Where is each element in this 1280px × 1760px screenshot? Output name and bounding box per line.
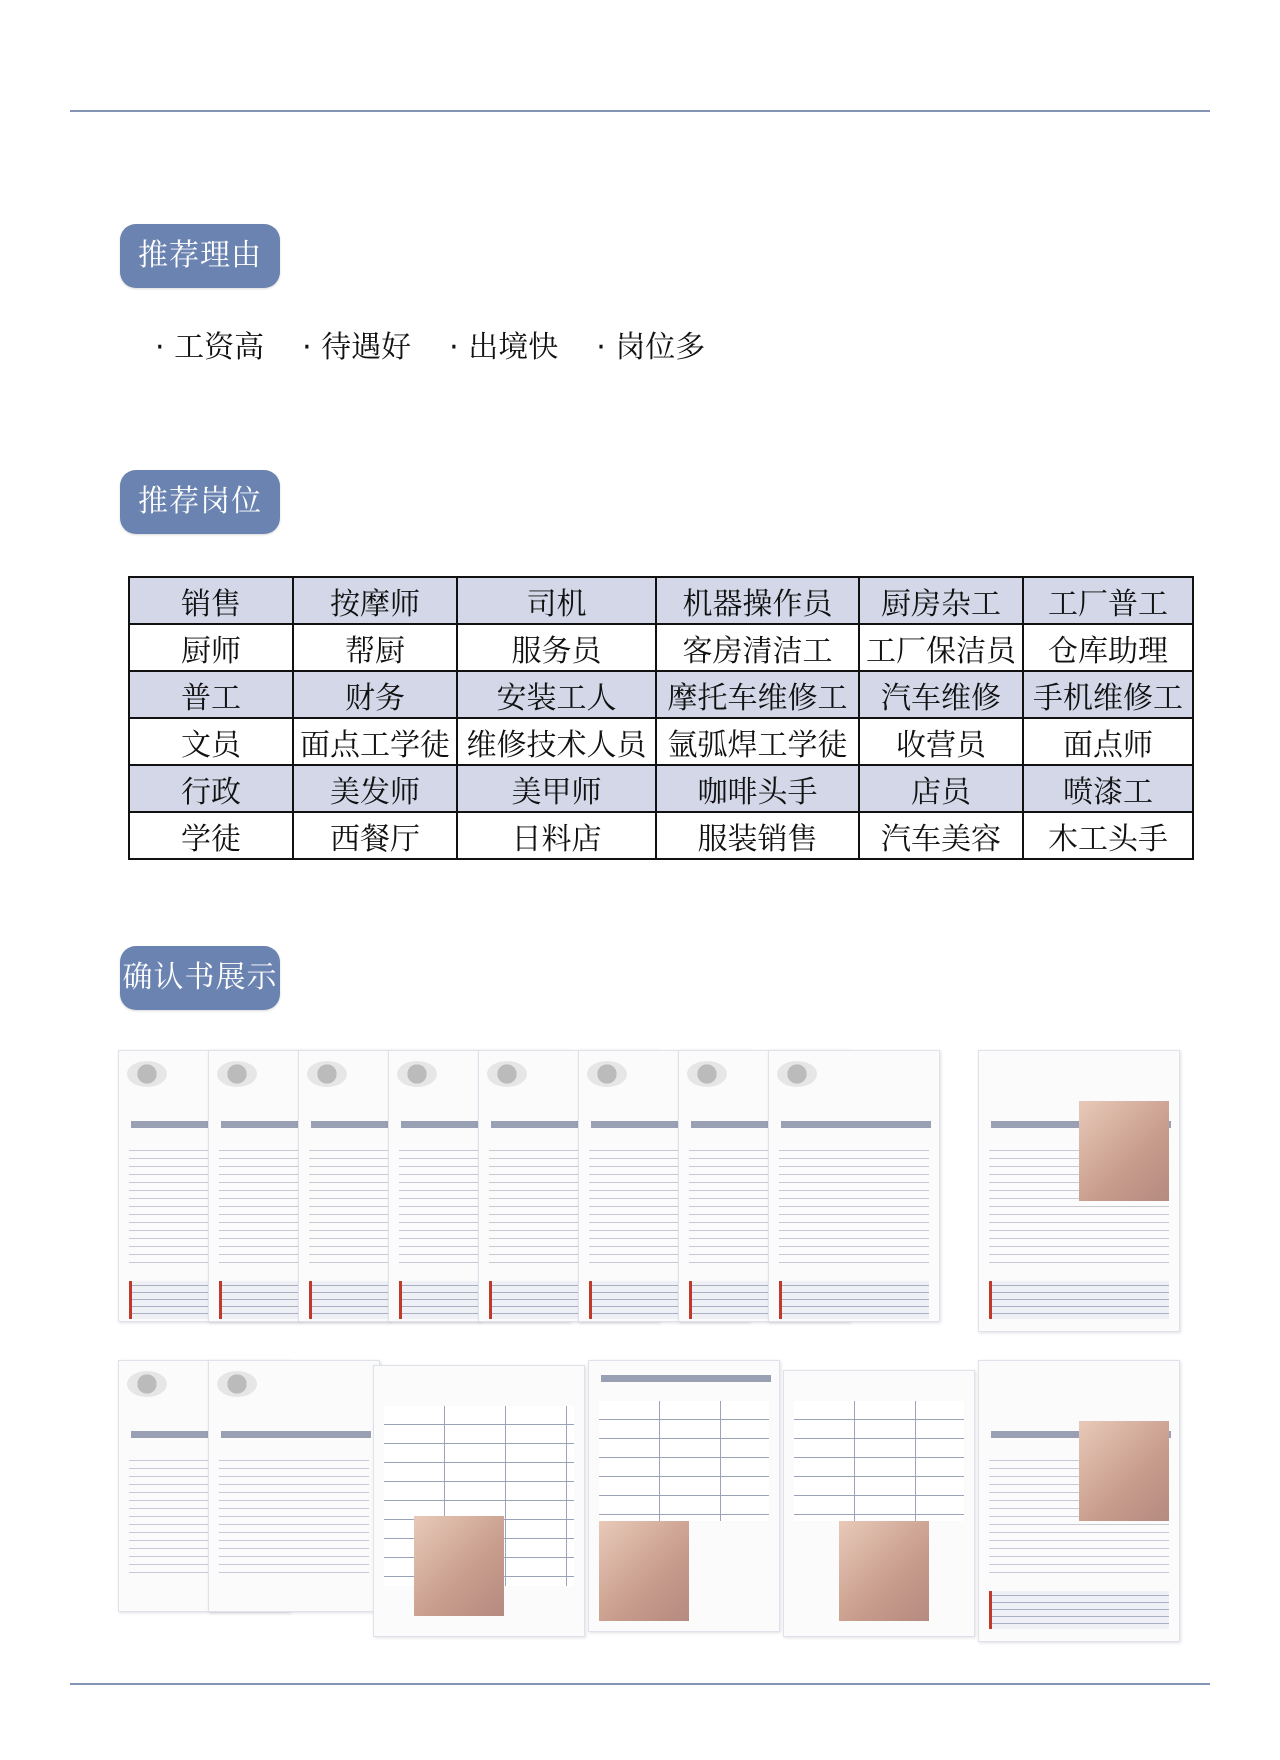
section-title-reasons: 推荐理由 [120,224,280,288]
table-cell: 普工 [129,671,293,718]
table-cell: 厨房杂工 [859,577,1023,624]
certificate-gallery [118,1050,1178,1635]
table-cell: 客房清洁工 [656,624,859,671]
table-cell: 司机 [457,577,656,624]
approval-letter-image [978,1050,1180,1332]
table-cell: 服务员 [457,624,656,671]
table-cell: 喷漆工 [1023,765,1193,812]
table-cell: 工厂保洁员 [859,624,1023,671]
table-row [129,812,1193,859]
top-divider [70,110,1210,112]
table-cell: 木工头手 [1023,812,1193,859]
table-row [129,577,1193,624]
jobs-table [128,576,1194,860]
work-confirmation-image [588,1360,780,1632]
table-cell: 文员 [129,718,293,765]
table-cell: 学徒 [129,812,293,859]
reason-item: · 岗位多 [596,322,705,366]
reason-item: · 出境快 [449,322,558,366]
table-row [129,624,1193,671]
table-cell: 厨师 [129,624,293,671]
table-cell: 美发师 [293,765,457,812]
table-cell: 机器操作员 [656,577,859,624]
table-cell: 帮厨 [293,624,457,671]
table-cell: 汽车维修 [859,671,1023,718]
table-row [129,671,1193,718]
reason-item: · 工资高 [155,322,264,366]
table-cell: 仓库助理 [1023,624,1193,671]
table-cell: 财务 [293,671,457,718]
table-cell: 西餐厅 [293,812,457,859]
table-cell: 服装销售 [656,812,859,859]
table-cell: 工厂普工 [1023,577,1193,624]
bottom-divider [70,1683,1210,1685]
table-cell: 销售 [129,577,293,624]
table-row [129,718,1193,765]
reasons-list [155,322,705,366]
table-cell: 安装工人 [457,671,656,718]
table-cell: 氩弧焊工学徒 [656,718,859,765]
table-cell: 店员 [859,765,1023,812]
table-cell: 咖啡头手 [656,765,859,812]
table-cell: 美甲师 [457,765,656,812]
work-confirmation-image [783,1370,975,1637]
section-title-jobs: 推荐岗位 [120,470,280,534]
table-cell: 摩托车维修工 [656,671,859,718]
work-form-image [373,1365,585,1637]
table-cell: 手机维修工 [1023,671,1193,718]
table-cell: 行政 [129,765,293,812]
table-cell: 收营员 [859,718,1023,765]
reason-item: · 待遇好 [302,322,411,366]
table-row [129,765,1193,812]
approval-letter-image [978,1360,1180,1642]
table-cell: 日料店 [457,812,656,859]
approval-letter-image [208,1360,380,1612]
table-cell: 按摩师 [293,577,457,624]
table-cell: 维修技术人员 [457,718,656,765]
table-cell: 面点师 [1023,718,1193,765]
section-title-certificates: 确认书展示 [120,946,280,1010]
approval-letter-image [768,1050,940,1322]
table-cell: 汽车美容 [859,812,1023,859]
table-cell: 面点工学徒 [293,718,457,765]
